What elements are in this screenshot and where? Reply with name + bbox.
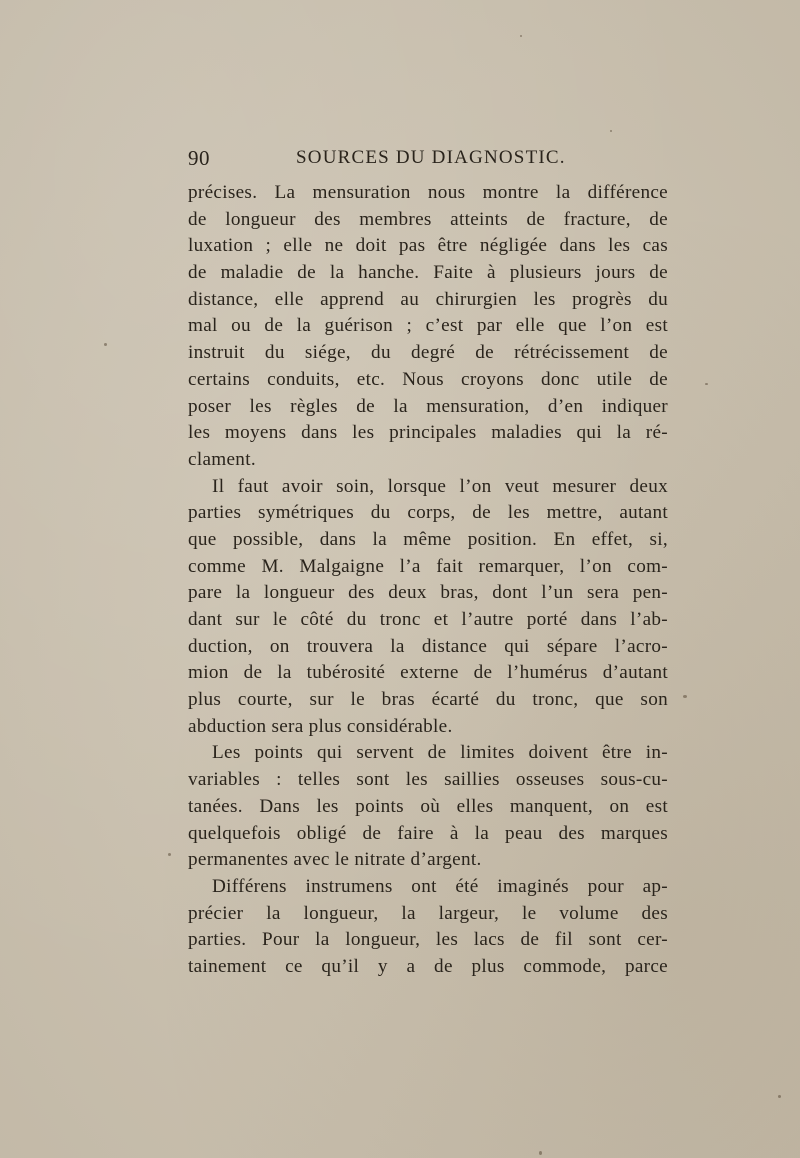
- text-line: pare la longueur des deux bras, dont l’un sera pen-: [188, 582, 668, 604]
- text-line: de maladie de la hanche. Faite à plusieurs jours de: [188, 262, 668, 284]
- text-line: parties symétriques du corps, de les mettre, autant: [188, 502, 668, 524]
- text-line: poser les règles de la mensuration, d’en indiquer: [188, 395, 668, 417]
- paper-speck: [104, 343, 107, 346]
- text-line: parties. Pour la longueur, les lacs de fil sont cer-: [188, 929, 668, 951]
- text-line: mal ou de la guérison ; c’est par elle que l’on est: [188, 315, 668, 337]
- text-line: abduction sera plus considérable.: [188, 715, 453, 737]
- text-line: que possible, dans la même position. En effet, si,: [188, 528, 668, 550]
- paper-speck: [683, 695, 687, 698]
- paper-speck: [539, 1151, 542, 1155]
- text-line: clament.: [188, 448, 256, 470]
- text-line: les moyens dans les principales maladies qui la ré-: [188, 422, 668, 444]
- paragraph-start-line: Les points qui servent de limites doivent être in-: [212, 742, 668, 764]
- text-line: précier la longueur, la largeur, le volume des: [188, 902, 668, 924]
- text-line: instruit du siége, du degré de rétrécissement de: [188, 342, 668, 364]
- text-line: duction, on trouvera la distance qui sépare l’acro-: [188, 635, 668, 657]
- paper-speck: [520, 35, 522, 37]
- page-number: 90: [188, 146, 210, 170]
- text-line: tanées. Dans les points où elles manquent, on est: [188, 795, 668, 817]
- paragraph-start-line: Il faut avoir soin, lorsque l’on veut mesurer deux: [212, 475, 668, 497]
- running-title: SOURCES DU DIAGNOSTIC.: [296, 147, 566, 168]
- text-line: plus courte, sur le bras écarté du tronc, que son: [188, 689, 668, 711]
- text-line: comme M. Malgaigne l’a fait remarquer, l’on com-: [188, 555, 668, 577]
- text-line: quelquefois obligé de faire à la peau des marques: [188, 822, 668, 844]
- text-line: variables : telles sont les saillies osseuses sous-cu-: [188, 769, 668, 791]
- page-header: [188, 146, 668, 176]
- paper-speck: [168, 853, 171, 856]
- text-line: certains conduits, etc. Nous croyons donc utile de: [188, 368, 668, 390]
- text-line: luxation ; elle ne doit pas être négligée dans les cas: [188, 235, 668, 257]
- text-line: précises. La mensuration nous montre la différence: [188, 182, 668, 203]
- paragraph-start-line: Différens instrumens ont été imaginés pour ap-: [212, 875, 668, 897]
- paper-speck: [778, 1095, 781, 1098]
- text-line: permanentes avec le nitrate d’argent.: [188, 849, 482, 871]
- paper-speck: [705, 383, 708, 385]
- body-text: [188, 180, 668, 981]
- text-line: tainement ce qu’il y a de plus commode, parce: [188, 955, 668, 977]
- text-line: distance, elle apprend au chirurgien les progrès du: [188, 288, 668, 310]
- text-line: mion de la tubérosité externe de l’humérus d’autant: [188, 662, 668, 684]
- text-line: dant sur le côté du tronc et l’autre porté dans l’ab-: [188, 609, 668, 630]
- text-line: de longueur des membres atteints de fracture, de: [188, 208, 668, 230]
- paper-speck: [610, 130, 612, 132]
